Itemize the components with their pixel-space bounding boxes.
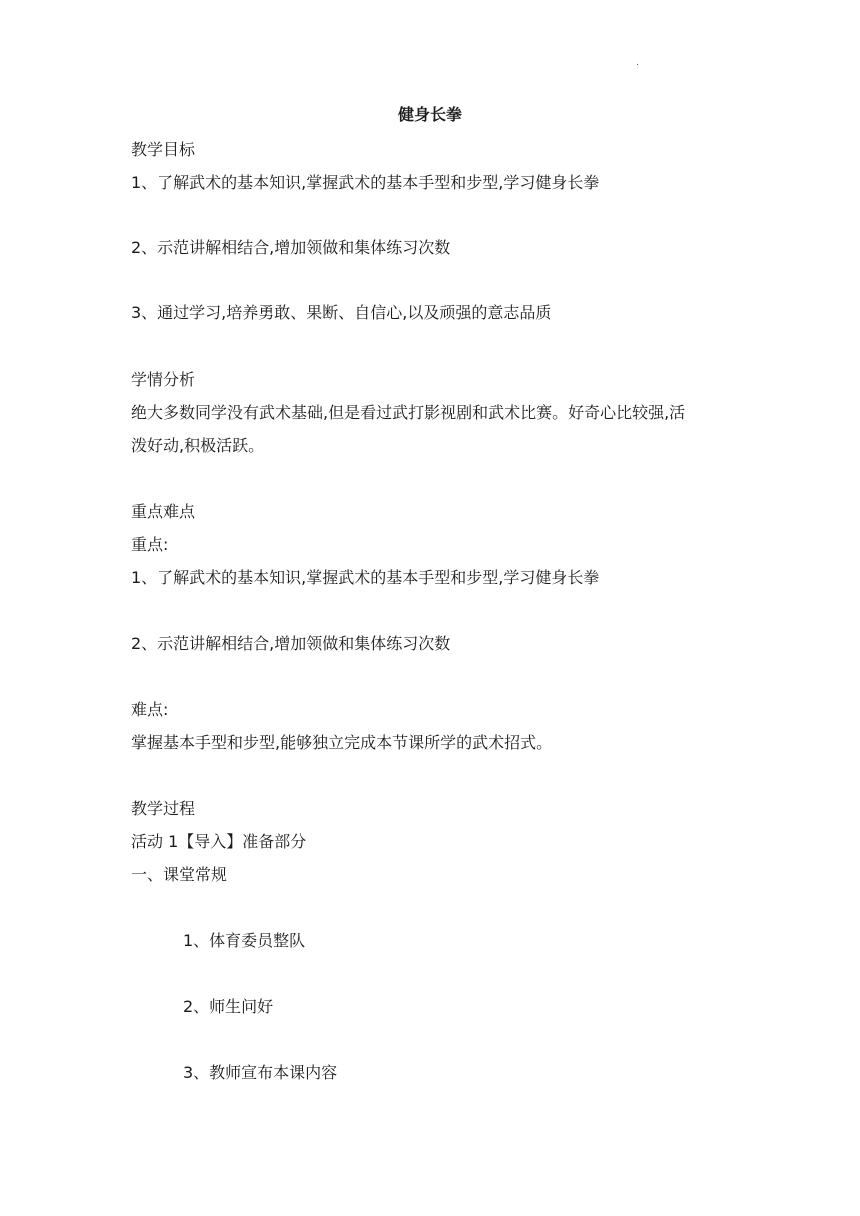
process-step-2: 2、师生问好 xyxy=(183,997,274,1016)
difficult-item-1: 掌握基本手型和步型,能够独立完成本节课所学的武术招式。 xyxy=(131,733,553,752)
analysis-heading: 学情分析 xyxy=(131,370,196,389)
analysis-line-2: 泼好动,积极活跃。 xyxy=(131,436,265,455)
objective-item-3: 3、通过学习,培养勇敢、果断、自信心,以及顽强的意志品质 xyxy=(131,303,552,322)
process-heading: 教学过程 xyxy=(131,799,196,818)
key-item-1: 1、了解武术的基本知识,掌握武术的基本手型和步型,学习健身长拳 xyxy=(131,568,600,587)
document-title: 健身长拳 xyxy=(397,105,462,124)
process-step-1: 1、体育委员整队 xyxy=(183,931,306,950)
process-step-3: 3、教师宣布本课内容 xyxy=(183,1063,338,1082)
key-points-heading: 重点难点 xyxy=(131,502,196,521)
objectives-heading: 教学目标 xyxy=(131,140,196,159)
corner-mark: . xyxy=(636,58,639,68)
difficult-label: 难点: xyxy=(131,700,169,719)
objective-item-2: 2、示范讲解相结合,增加领做和集体练习次数 xyxy=(131,238,451,257)
activity-title: 活动 1【导入】准备部分 xyxy=(131,832,307,851)
section-title: 一、课堂常规 xyxy=(131,865,228,884)
objective-item-1: 1、了解武术的基本知识,掌握武术的基本手型和步型,学习健身长拳 xyxy=(131,173,600,192)
key-item-2: 2、示范讲解相结合,增加领做和集体练习次数 xyxy=(131,634,451,653)
analysis-line-1: 绝大多数同学没有武术基础,但是看过武打影视剧和武术比赛。好奇心比较强,活 xyxy=(131,403,686,422)
key-label: 重点: xyxy=(131,535,169,554)
